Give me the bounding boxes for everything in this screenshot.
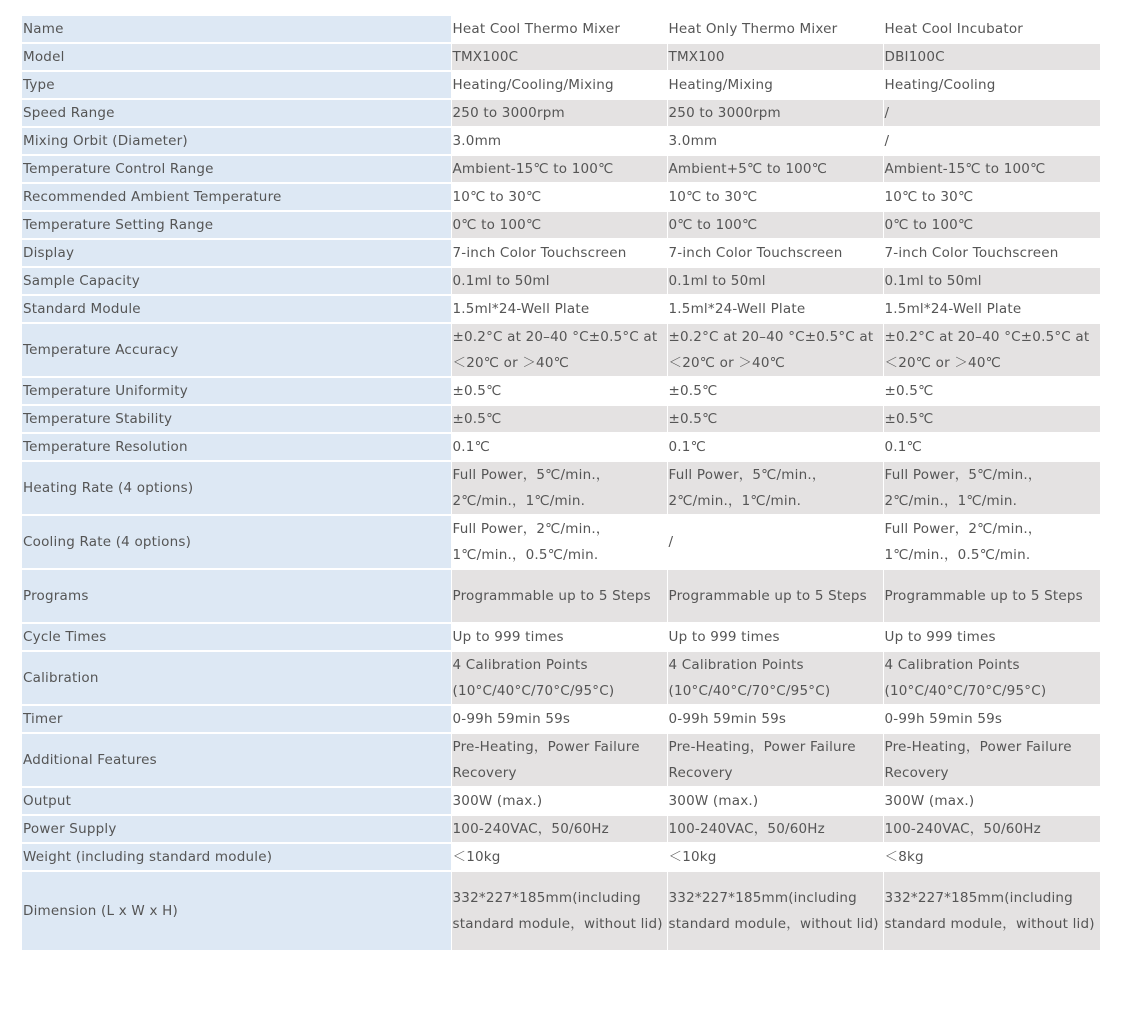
row-value: 3.0mm — [667, 127, 883, 155]
row-value: 0-99h 59min 59s — [451, 705, 667, 733]
row-value: Up to 999 times — [451, 623, 667, 651]
row-label: Timer — [22, 705, 451, 733]
row-value: 7-inch Color Touchscreen — [883, 239, 1100, 267]
row-value: ±0.5℃ — [667, 405, 883, 433]
row-value: 0-99h 59min 59s — [667, 705, 883, 733]
row-value: Heating/Mixing — [667, 71, 883, 99]
row-value: Programmable up to 5 Steps — [883, 569, 1100, 623]
row-value: 0.1ml to 50ml — [667, 267, 883, 295]
row-value: TMX100C — [451, 43, 667, 71]
row-label: Additional Features — [22, 733, 451, 787]
row-value: 100-240VAC，50/60Hz — [451, 815, 667, 843]
row-value: ±0.2°C at 20–40 °C±0.5°C at ＜20℃ or ＞40℃ — [883, 323, 1100, 377]
row-value: Up to 999 times — [883, 623, 1100, 651]
table-row — [22, 43, 1100, 71]
row-value: 0.1℃ — [451, 433, 667, 461]
row-value: ±0.5℃ — [451, 377, 667, 405]
row-value: Heating/Cooling — [883, 71, 1100, 99]
row-value: Programmable up to 5 Steps — [667, 569, 883, 623]
row-value: Ambient-15℃ to 100℃ — [451, 155, 667, 183]
row-label: Name — [22, 16, 451, 43]
table-row — [22, 461, 1100, 515]
row-value: Pre-Heating，Power Failure Recovery — [667, 733, 883, 787]
row-value: 4 Calibration Points (10°C/40°C/70°C/95°C) — [667, 651, 883, 705]
table-row — [22, 323, 1100, 377]
table-row — [22, 871, 1100, 951]
row-label: Cycle Times — [22, 623, 451, 651]
row-value: Full Power，5℃/min.，2℃/min.，1℃/min. — [667, 461, 883, 515]
row-value: 7-inch Color Touchscreen — [667, 239, 883, 267]
row-label: Mixing Orbit (Diameter) — [22, 127, 451, 155]
table-row — [22, 787, 1100, 815]
row-value: 3.0mm — [451, 127, 667, 155]
row-value: 1.5ml*24-Well Plate — [451, 295, 667, 323]
row-value: Pre-Heating，Power Failure Recovery — [451, 733, 667, 787]
row-value: 332*227*185mm(including standard module，without lid) — [451, 871, 667, 951]
row-value: Programmable up to 5 Steps — [451, 569, 667, 623]
row-value: Pre-Heating，Power Failure Recovery — [883, 733, 1100, 787]
table-row — [22, 71, 1100, 99]
row-value: Up to 999 times — [667, 623, 883, 651]
row-label: Cooling Rate (4 options) — [22, 515, 451, 569]
table-row — [22, 815, 1100, 843]
row-label: Heating Rate (4 options) — [22, 461, 451, 515]
row-value: 10℃ to 30℃ — [883, 183, 1100, 211]
row-value: / — [667, 515, 883, 569]
row-value: 0℃ to 100℃ — [451, 211, 667, 239]
row-value: ±0.5℃ — [883, 405, 1100, 433]
table-row — [22, 239, 1100, 267]
table-row — [22, 155, 1100, 183]
row-value: / — [883, 99, 1100, 127]
row-value: Heat Cool Thermo Mixer — [451, 16, 667, 43]
table-row — [22, 569, 1100, 623]
row-value: Full Power，2℃/min.，1℃/min.，0.5℃/min. — [883, 515, 1100, 569]
row-label: Programs — [22, 569, 451, 623]
table-row — [22, 295, 1100, 323]
row-value: 0.1℃ — [667, 433, 883, 461]
row-value: 0.1ml to 50ml — [451, 267, 667, 295]
row-label: Recommended Ambient Temperature — [22, 183, 451, 211]
spec-comparison-table — [22, 16, 1101, 952]
row-value: 300W (max.) — [883, 787, 1100, 815]
row-value: 4 Calibration Points (10°C/40°C/70°C/95°C) — [451, 651, 667, 705]
row-label: Temperature Accuracy — [22, 323, 451, 377]
row-value: 4 Calibration Points (10°C/40°C/70°C/95°C) — [883, 651, 1100, 705]
row-value: ±0.5℃ — [883, 377, 1100, 405]
table-row — [22, 623, 1100, 651]
row-value: 250 to 3000rpm — [667, 99, 883, 127]
table-row — [22, 127, 1100, 155]
table-row — [22, 183, 1100, 211]
row-value: Full Power，5℃/min.，2℃/min.，1℃/min. — [451, 461, 667, 515]
row-value: 1.5ml*24-Well Plate — [883, 295, 1100, 323]
row-value: 332*227*185mm(including standard module，without lid) — [883, 871, 1100, 951]
row-label: Temperature Setting Range — [22, 211, 451, 239]
table-row — [22, 433, 1100, 461]
row-value: 300W (max.) — [451, 787, 667, 815]
row-value: ±0.2°C at 20–40 °C±0.5°C at ＜20℃ or ＞40℃ — [667, 323, 883, 377]
row-label: Output — [22, 787, 451, 815]
row-value: 100-240VAC，50/60Hz — [883, 815, 1100, 843]
row-value: ±0.5℃ — [451, 405, 667, 433]
row-value: 7-inch Color Touchscreen — [451, 239, 667, 267]
table-row — [22, 843, 1100, 871]
row-label: Calibration — [22, 651, 451, 705]
row-label: Model — [22, 43, 451, 71]
row-value: Ambient-15℃ to 100℃ — [883, 155, 1100, 183]
row-label: Type — [22, 71, 451, 99]
row-value: ±0.5℃ — [667, 377, 883, 405]
row-value: Full Power，5℃/min.，2℃/min.，1℃/min. — [883, 461, 1100, 515]
row-value: 0.1℃ — [883, 433, 1100, 461]
row-value: 0℃ to 100℃ — [667, 211, 883, 239]
row-value: Heating/Cooling/Mixing — [451, 71, 667, 99]
row-label: Speed Range — [22, 99, 451, 127]
row-label: Temperature Stability — [22, 405, 451, 433]
table-row — [22, 99, 1100, 127]
row-label: Dimension (L x W x H) — [22, 871, 451, 951]
table-row — [22, 405, 1100, 433]
table-row — [22, 267, 1100, 295]
row-value: 1.5ml*24-Well Plate — [667, 295, 883, 323]
row-value: ±0.2°C at 20–40 °C±0.5°C at ＜20℃ or ＞40℃ — [451, 323, 667, 377]
row-value: 10℃ to 30℃ — [451, 183, 667, 211]
row-value: ＜10kg — [667, 843, 883, 871]
row-label: Temperature Control Range — [22, 155, 451, 183]
row-value: 0-99h 59min 59s — [883, 705, 1100, 733]
row-value: 332*227*185mm(including standard module，without lid) — [667, 871, 883, 951]
table-row — [22, 515, 1100, 569]
row-value: 10℃ to 30℃ — [667, 183, 883, 211]
row-value: ＜8kg — [883, 843, 1100, 871]
table-row — [22, 377, 1100, 405]
row-label: Temperature Resolution — [22, 433, 451, 461]
table-row — [22, 651, 1100, 705]
table-row — [22, 16, 1100, 43]
row-value: Ambient+5℃ to 100℃ — [667, 155, 883, 183]
table-row — [22, 705, 1100, 733]
row-label: Weight (including standard module) — [22, 843, 451, 871]
row-value: / — [883, 127, 1100, 155]
row-value: 300W (max.) — [667, 787, 883, 815]
row-value: ＜10kg — [451, 843, 667, 871]
row-value: Heat Only Thermo Mixer — [667, 16, 883, 43]
table-row — [22, 211, 1100, 239]
row-value: 0.1ml to 50ml — [883, 267, 1100, 295]
row-label: Temperature Uniformity — [22, 377, 451, 405]
row-value: 0℃ to 100℃ — [883, 211, 1100, 239]
row-value: Heat Cool Incubator — [883, 16, 1100, 43]
table-row — [22, 733, 1100, 787]
row-label: Power Supply — [22, 815, 451, 843]
row-value: Full Power，2℃/min.，1℃/min.，0.5℃/min. — [451, 515, 667, 569]
row-value: 250 to 3000rpm — [451, 99, 667, 127]
row-label: Sample Capacity — [22, 267, 451, 295]
row-value: TMX100 — [667, 43, 883, 71]
row-value: 100-240VAC，50/60Hz — [667, 815, 883, 843]
row-label: Display — [22, 239, 451, 267]
row-value: DBI100C — [883, 43, 1100, 71]
row-label: Standard Module — [22, 295, 451, 323]
